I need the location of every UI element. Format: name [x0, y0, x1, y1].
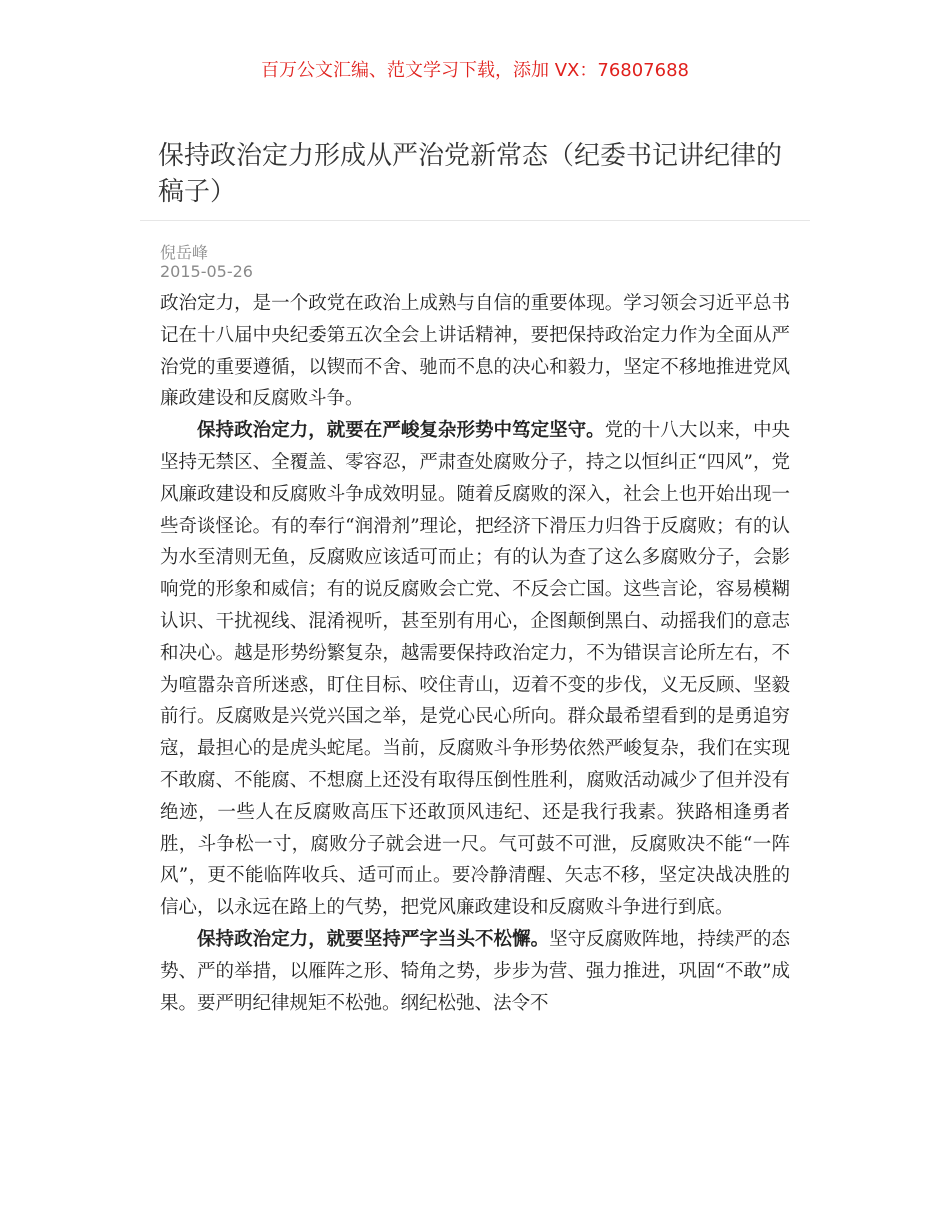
paragraph-lead: 保持政治定力，就要在严峻复杂形势中笃定坚守。 [197, 420, 605, 442]
paragraph-intro [160, 288, 790, 415]
paragraph-text: 坚守反腐败阵地，持续严的态势、严的举措，以雁阵之形、犄角之势，步步为营、强力推进，巩固“不敢”成果。要严明纪律规矩不松弛。纲纪松弛、法令不 [160, 928, 790, 1014]
promo-banner: 百万公文汇编、范文学习下载，添加 VX：76807688 [261, 60, 689, 81]
article-date: 2015-05-26 [160, 262, 253, 281]
article-title: 保持政治定力形成从严治党新常态（纪委书记讲纪律的稿子） [158, 141, 783, 207]
paragraph-text: 党的十八大以来，中央坚持无禁区、全覆盖、零容忍，严肃查处腐败分子，持之以恒纠正“四风”，党风廉政建设和反腐败斗争成效明显。随着反腐败的深入，社会上也开始出现一些奇谈怪论。有的奉行“润滑剂”理论，把经济下滑压力归咎于反腐败；有的认为水至清则无鱼，反腐败应该适可而止；有的认为查了这么多腐败分子，会影响党的形象和威信；有的说反腐败会亡党、不反会亡国。这些言论，容易模糊认识、干扰视线、混淆视听，甚至别有用心，企图颠倒黑白、动摇我们的意志和决心。越是形势纷繁复杂，越需要保持政治定力，不为错误言论所左右，不为喧嚣杂音所迷惑，盯住目标、咬住青山，迈着不变的步伐，义无反顾、坚毅前行。反腐败是兴党兴国之举，是党心民心所向。群众最希望看到的是勇追穷寇，最担心的是虎头蛇尾。当前，反腐败斗争形势依然严峻复杂，我们在实现不敢腐、不能腐、不想腐上还没有取得压倒性胜利，腐败活动减少了但并没有绝迹，一些人在反腐败高压下还敢顶风违纪、还是我行我素。狭路相逢勇者胜，斗争松一寸，腐败分子就会进一尺。气可鼓不可泄，反腐败决不能“一阵风”，更不能临阵收兵、适可而止。要冷静清醒、矢志不移，坚定决战决胜的信心，以永远在路上的气势，把党风廉政建设和反腐败斗争进行到底。 [160, 420, 790, 919]
paragraph-lead: 保持政治定力，就要坚持严字当头不松懈。 [197, 928, 550, 950]
paragraph-section-1 [160, 415, 790, 924]
article-body [160, 288, 790, 1019]
article-author: 倪岳峰 [160, 243, 209, 262]
paragraph-text: 政治定力，是一个政党在政治上成熟与自信的重要体现。学习领会习近平总书记在十八届中央纪委第五次全会上讲话精神，要把保持政治定力作为全面从严治党的重要遵循，以锲而不舍、驰而不息的决心和毅力，坚定不移地推进党风廉政建设和反腐败斗争。 [160, 293, 790, 410]
title-divider [140, 220, 810, 221]
paragraph-section-2 [160, 924, 790, 1019]
